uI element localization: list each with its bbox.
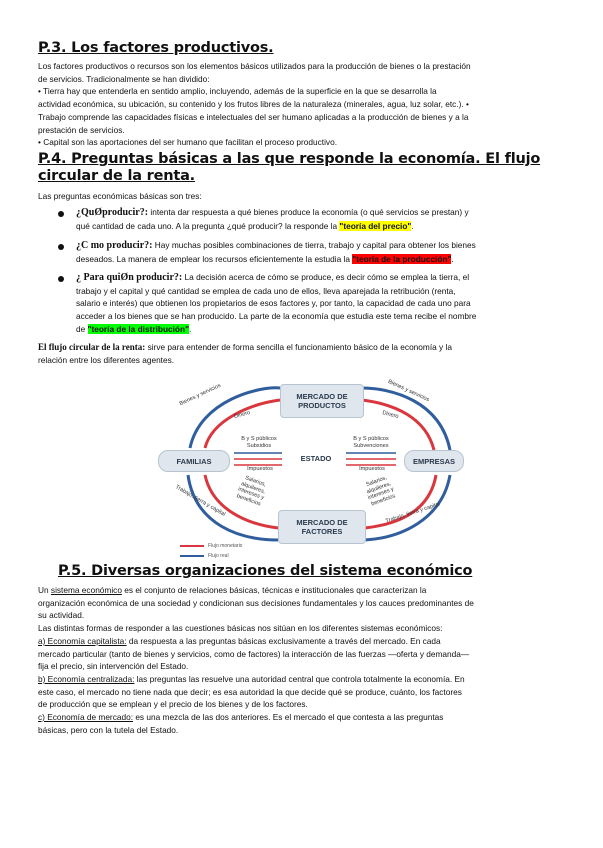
bullet-icon — [58, 244, 64, 250]
text-line: deseados. La manera de emplear los recursos eficientemente la estudia la — [76, 253, 350, 264]
text-line: prestación de servicios. — [38, 124, 125, 135]
label-bienes-left: Bienes y servicios — [178, 382, 222, 408]
text-line: de servicios. Tradicionalmente se han dividido: — [38, 73, 210, 84]
label-rentas-left: Salarios, alquileres, intereses y beneficios — [235, 475, 267, 508]
text-line: Trabajo comprende las capacidades físicas e intelectuales del ser humano aplicadas a la producción de bienes y a la — [38, 111, 469, 122]
text-line: fija el precio, sin intervención del Estado. — [38, 661, 189, 672]
empresas-box: EMPRESAS — [404, 450, 464, 472]
legend-monetario: Flujo monetario — [208, 543, 243, 549]
flow-label: El flujo circular de la renta: — [38, 342, 146, 352]
text-line: Los factores productivos o recursos son los elementos básicos utilizados para la producción de bienes o la prestación — [38, 61, 471, 71]
label-rentas-right: Salarios, alquileres, intereses y beneficios — [365, 475, 397, 508]
highlight-teoria-produccion: "teoría de la producción" — [352, 253, 452, 264]
text-line: actividad económica, su ubicación, su contenido y los frutos libres de la naturaleza (minerales, agua, luz solar, etc.). • — [38, 99, 469, 110]
text-line: su actividad. — [38, 610, 85, 621]
text-line: acceder a los bienes que se han producido. La parte de la economía que estudia este tema recibe el nombre — [76, 311, 477, 322]
label-bys-publicos-right — [346, 436, 396, 449]
mercado-productos-box: MERCADO DE PRODUCTOS — [280, 384, 364, 418]
flujo-circular-paragraph — [38, 341, 573, 366]
text-line: de — [76, 323, 86, 334]
section-title-organizaciones: P.5. Diversas organizaciones del sistema económico — [58, 563, 473, 579]
label-trabajo-left: Trabajo, tierra y capital — [174, 484, 227, 518]
text-line: . — [189, 323, 192, 334]
section-title-factores: P.3. Los factores productivos. — [38, 40, 274, 56]
bullet-icon — [58, 211, 64, 217]
text-line: salario e interés) que obtienen los propietarios de esos factores y, por tanto, la capacidad de cada uno para — [76, 298, 471, 309]
text-line: • Tierra hay que entenderla en sentido amplio, incluyendo, además de la superficie en la que se desarrolla la — [38, 86, 437, 97]
label-impuestos-right: Impuestos — [359, 466, 385, 472]
organizaciones-paragraph — [38, 584, 578, 736]
question-que-producir — [76, 206, 571, 232]
question-para-quien-producir — [76, 271, 571, 336]
text-line: las preguntas las resuelve una autoridad central que controla totalmente la economía. En — [136, 673, 465, 684]
text-line: intenta dar respuesta a qué bienes produce la economía (o qué servicios se prestan) y — [150, 207, 469, 217]
question-label: ¿ Para quiØn producir?: — [76, 272, 183, 283]
text-line: qué cantidad de cada uno. A la pregunta ¿qué producir? la responde la — [76, 220, 338, 231]
label-trabajo-right: Trabajo, tierra y capital — [385, 501, 441, 525]
highlight-teoria-precio: "teoría del precio" — [339, 220, 412, 231]
question-como-producir — [76, 239, 571, 265]
text-line: de producción que se emplean y el precio de los bienes y de los factores. — [38, 699, 308, 710]
circular-flow-diagram — [150, 370, 460, 560]
text-line: este caso, el mercado no tiene nada que decir; es esa autoridad la que decide qué se produce, cuánto, los factores — [38, 686, 462, 697]
term-sistema-economico: sistema económico — [50, 585, 122, 595]
term-centralizada: b) Economía centralizada: — [38, 673, 135, 684]
section-title-preguntas: P.4. Preguntas básicas a las que responde la economía. El flujo circular de la renta. — [38, 151, 541, 184]
text-line: es una mezcla de las dos anteriores. Es el mercado el que contesta a las preguntas — [135, 712, 444, 723]
familias-box: FAMILIAS — [158, 450, 230, 472]
label-line: Subsidios — [246, 442, 272, 449]
mercado-factores-box: MERCADO DE FACTORES — [278, 510, 366, 544]
label-line: Subvenciones — [353, 442, 389, 449]
text-line: es el conjunto de relaciones básicas, técnicas e institucionales que caracterizan la — [124, 585, 427, 595]
text-line: Hay muchas posibles combinaciones de tierra, trabajo y capital para obtener los bienes — [154, 240, 476, 250]
term-capitalista: a) Economía capitalista: — [38, 635, 127, 646]
text-line: • Capital son las aportaciones del ser humano que facilitan el proceso productivo. — [38, 137, 337, 148]
legend-real: Flujo real — [208, 553, 229, 559]
label-line: B y S públicos — [241, 436, 277, 442]
text-line: sirve para entender de forma sencilla el funcionamiento básico de la economía y la — [147, 342, 452, 352]
text-line: Las distintas formas de responder a las cuestiones básicas nos sitúan en los diferentes sistemas económicos: — [38, 623, 443, 634]
text-line: . — [451, 253, 454, 264]
bullet-icon — [58, 276, 64, 282]
text-line: . — [411, 220, 414, 231]
factores-paragraph — [38, 60, 573, 149]
question-label: ¿C mo producir?: — [76, 240, 153, 251]
estado-box: ESTADO — [290, 449, 342, 467]
label-impuestos-left: Impuestos — [247, 466, 273, 472]
term-mercado: c) Economía de mercado: — [38, 712, 133, 723]
label-dinero-right: Dinero — [381, 409, 400, 421]
text-line: mercado particular (tanto de bienes y servicios, como de factores) la interacción de las fuerzas —oferta y demanda— — [38, 648, 470, 659]
label-bys-publicos-left — [234, 436, 284, 449]
question-label: ¿QuØproducir?: — [76, 207, 149, 218]
text-line: organización económica de una sociedad y condicionan sus decisiones fundamentales y los cauces predominantes de — [38, 597, 474, 608]
preguntas-intro: Las preguntas económicas básicas son tres: — [38, 191, 202, 201]
text-line: La decisión acerca de cómo se produce, es decir cómo se emplea la tierra, el — [184, 272, 470, 282]
label-line: B y S públicos — [353, 436, 389, 442]
text-line: básicas, pero con la tutela del Estado. — [38, 724, 179, 735]
text-line: da respuesta a las preguntas básicas exclusivamente a través del mercado. En cada — [128, 635, 441, 646]
text-line: Un — [38, 585, 49, 595]
highlight-teoria-distribucion: "teoría de la distribución" — [87, 323, 190, 334]
label-bienes-right: Bienes y servicios — [386, 378, 431, 404]
text-line: trabajo y el capital y qué cantidad se emplea de cada uno de ellos, lleva aparejada la retribución (renta, — [76, 285, 456, 296]
label-dinero-left: Dinero — [233, 409, 251, 421]
text-line: relación entre los diferentes agentes. — [38, 354, 175, 365]
